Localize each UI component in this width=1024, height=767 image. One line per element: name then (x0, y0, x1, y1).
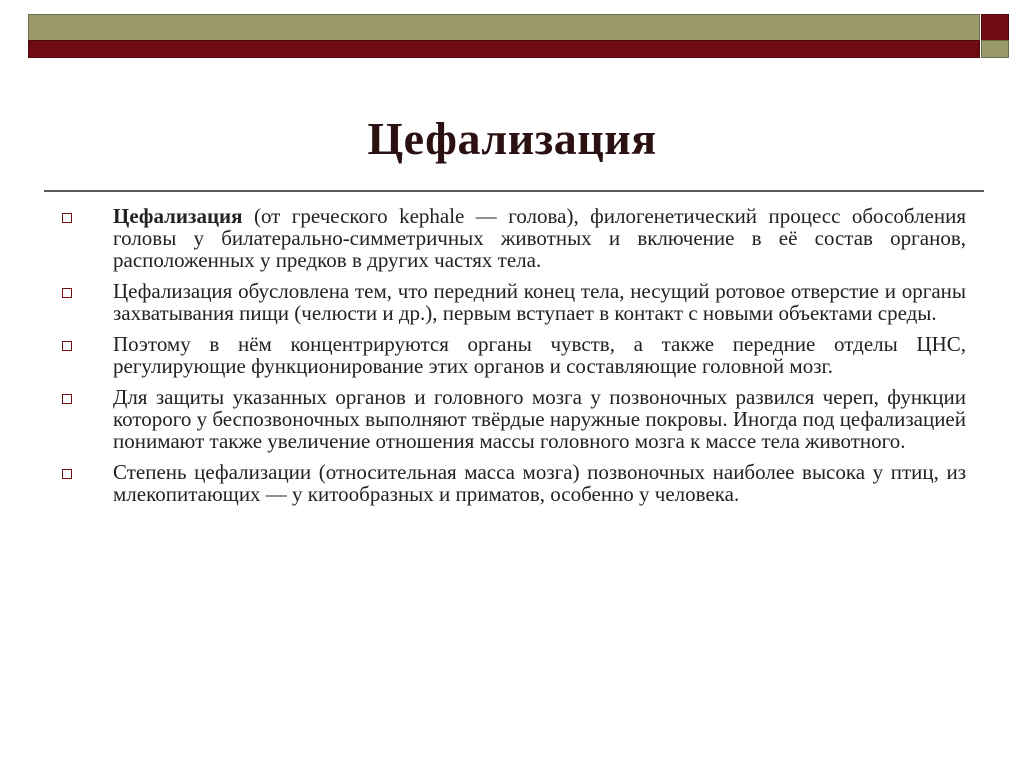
square-bullet-icon (62, 213, 72, 223)
square-bullet-icon (62, 341, 72, 351)
bullet-text: Поэтому в нём концентрируются органы чувств, а также передние отделы ЦНС, регулирующие функционирование этих органов и составляющие головной мозг. (113, 332, 966, 378)
square-bullet-icon (62, 469, 72, 479)
header-maroon-band (28, 40, 980, 58)
bullet-text: Цефализация обусловлена тем, что передний конец тела, несущий ротовое отверстие и органы захватывания пищи (челюсти и др.), первым вступает в контакт с новыми объектами среды. (113, 279, 966, 325)
header-corner-square-maroon (981, 14, 1009, 42)
bullet-item-1 (62, 205, 966, 271)
header-olive-band (28, 14, 980, 42)
title-divider (44, 190, 984, 192)
bullet-item-4 (62, 386, 966, 452)
header-corner-square-olive (981, 40, 1009, 58)
slide-title: Цефализация (367, 113, 657, 164)
square-bullet-icon (62, 394, 72, 404)
bullet-item-5 (62, 461, 966, 505)
bullet-list (62, 205, 966, 514)
bullet-text: Степень цефализации (относительная масса мозга) позвоночных наиболее высока у птиц, из млекопитающих — у китообразных и приматов, особенно у человека. (113, 460, 966, 506)
bullet-text: (от греческого kephale — голова), филогенетический процесс обособления головы у билатерально-симметричных животных и включение в её состав органов, расположенных у предков в других частях тела. (113, 204, 966, 272)
bullet-item-3 (62, 333, 966, 377)
square-bullet-icon (62, 288, 72, 298)
bullet-lead-term: Цефализация (113, 204, 243, 228)
bullet-text: Для защиты указанных органов и головного мозга у позвоночных развился череп, функции которого у беспозвоночных выполняют твёрдые наружные покровы. Иногда под цефализацией понимают также увеличение отношения массы головного мозга к массе тела животного. (113, 385, 966, 453)
bullet-item-2 (62, 280, 966, 324)
